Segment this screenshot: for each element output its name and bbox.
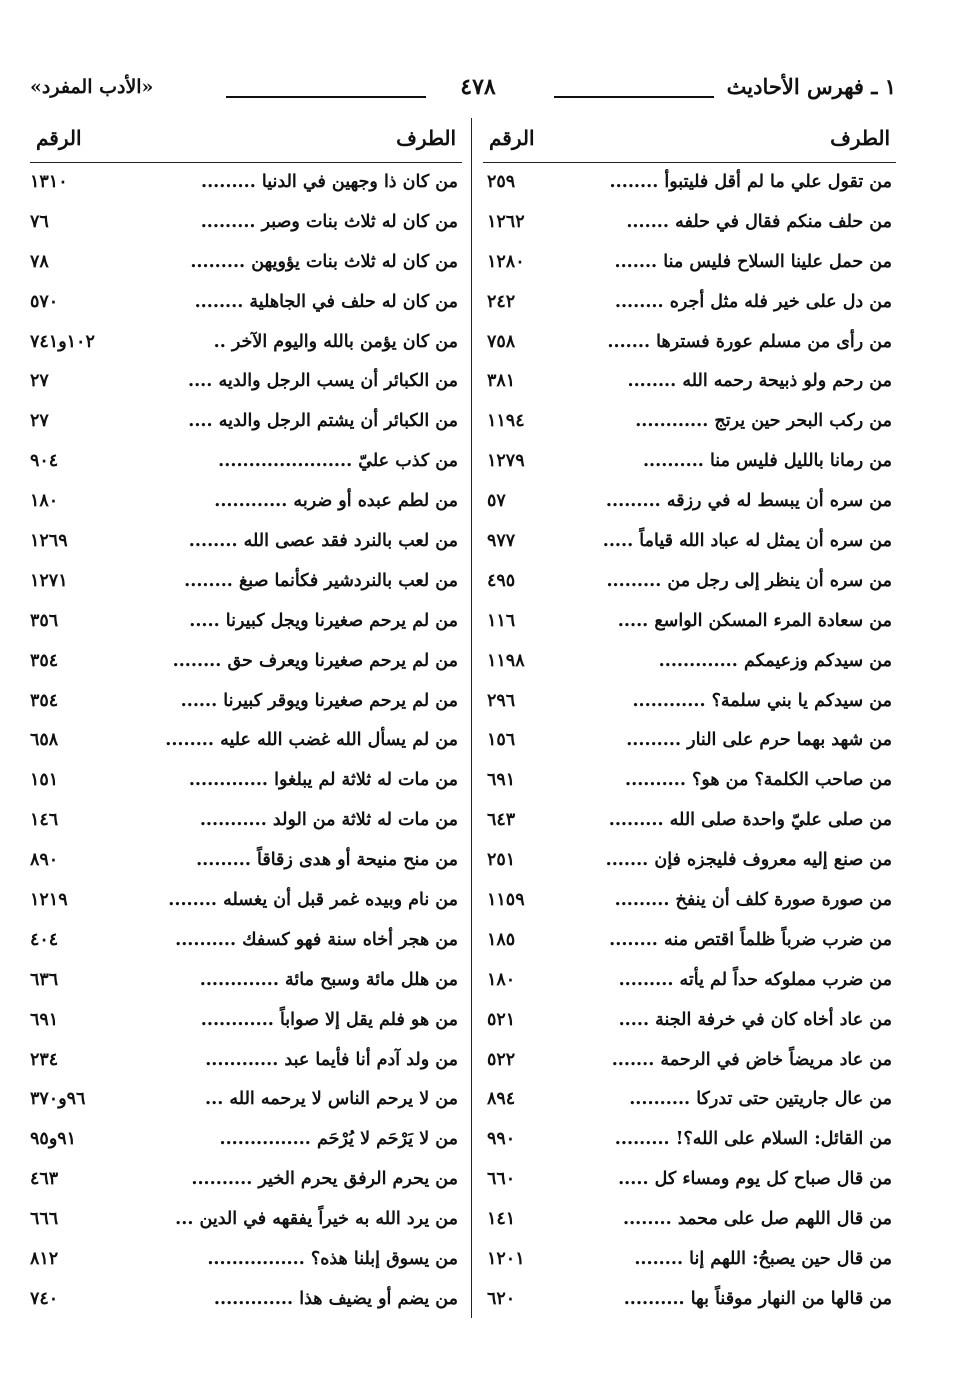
entry-term: من هجر أخاه سنة فهو كسفك .......... [175,929,458,950]
entry-term: من لعب بالنرد فقد عصى الله ........ [188,531,458,552]
index-entry [30,643,462,683]
entry-term: من صورة صورة كلف أن ينفخ ......... [614,890,892,911]
entry-term: من عاد مريضاً خاض في الرحمة ....... [611,1049,892,1070]
column-header-rule [483,162,896,163]
book-title: «الأدب المفرد» [30,76,154,98]
page-header [30,74,896,110]
index-entry [483,762,896,802]
index-entry [30,1241,462,1281]
entry-number: ١١٥٩ [487,890,525,911]
index-rows [30,164,462,1321]
index-entry [30,842,462,882]
entry-number: ٦٦٦ [30,1209,59,1230]
index-entry [483,1201,896,1241]
index-entry [30,603,462,643]
entry-number: ٤٩٥ [487,570,516,591]
index-entry [30,802,462,842]
entry-term: من حلف منكم فقال في حلفه ....... [626,211,892,232]
index-entry [483,324,896,364]
entry-term: من حمل علينا السلاح فليس منا ....... [614,251,892,272]
index-entry [30,722,462,762]
index-entry [483,204,896,244]
index-entry [30,204,462,244]
index-entry [483,722,896,762]
entry-number: ١٤١ [487,1209,516,1230]
entry-number: ١١٦ [487,610,516,631]
entry-number: ١٨٠ [30,491,59,512]
index-entry [483,1002,896,1042]
entry-term: من لم يرحم صغيرنا ويعرف حق ........ [172,650,458,671]
entry-term: من القائل: السلام على الله؟! ......... [614,1129,892,1150]
entry-term: من سره أن ينظر إلى رجل من ......... [606,570,892,591]
index-entry [30,1081,462,1121]
index-entry [30,563,462,603]
entry-number: ٢٥٩ [487,172,516,192]
entry-term: من يحرم الرفق يحرم الخير .......... [191,1169,458,1190]
entry-number: ٢٧ [30,371,49,392]
entry-term: من الكبائر أن يسب الرجل والديه .... [187,371,458,392]
entry-term: من ركب البحر حين يرتج ............ [635,411,892,432]
index-entry [30,1002,462,1042]
index-entry [30,1161,462,1201]
entry-number: ٥٧ [487,491,506,512]
entry-term: من هلل مائة وسبح مائة ............. [199,969,458,990]
entry-term: من سعادة المرء المسكن الواسع ..... [617,610,892,631]
entry-number: ١٢٧١ [30,570,68,591]
index-entry [30,1201,462,1241]
entry-number: ٧٤٠ [30,1288,59,1309]
entry-term: من تقول علي ما لم أقل فليتبوأ ........ [609,172,892,192]
entry-number: ٣٥٦ [30,610,59,631]
entry-term: من قال صباح كل يوم ومساء كل ..... [618,1169,892,1190]
entry-term: من صاحب الكلمة؟ من هو؟ .......... [625,770,892,791]
entry-term: من قال حين يصبحُ: اللهم إنا ........ [634,1249,892,1270]
index-entry [483,164,896,204]
entry-term: من كان يؤمن بالله واليوم الآخر .. [213,331,458,352]
header-rule-right [554,96,714,98]
entry-term: من مات له ثلاثة لم يبلغوا ............. [188,770,458,791]
index-entry [483,443,896,483]
entry-number: ٣٨١ [487,371,516,392]
entry-term: من لم يرحم صغيرنا ويوقر كبيرنا ...... [180,690,458,711]
entry-term: من ولد آدم أنا فأيما عبد ............ [205,1049,458,1070]
entry-term: من كان له ثلاث بنات وصبر ......... [200,211,458,232]
index-rows [483,164,896,1321]
index-entry [30,363,462,403]
entry-term: من لا يَرْحَم لا يُرْحَم ............... [219,1129,458,1150]
index-entry [483,1161,896,1201]
index-entry [30,882,462,922]
column-header [30,112,462,164]
entry-term: من قالها من النهار موقناً بها .......... [623,1288,892,1309]
index-entry [483,363,896,403]
entry-term: من ضرب مملوكه حداً لم يأته ......... [618,969,892,990]
section-title: ١ ـ فهرس الأحاديث [726,74,896,99]
entry-number: ٦٩١ [30,1009,59,1030]
entry-number: ٨٩٠ [30,850,59,871]
index-entry [483,683,896,723]
index-entry [483,882,896,922]
entry-number: ١٠٢و٧٤١ [30,331,95,352]
entry-number: ١٢٦٩ [30,531,68,552]
entry-term: من منح منيحة أو هدى زقاقاً ......... [196,850,458,871]
column-header-term: الطرف [830,126,890,150]
entry-number: ٩١و٩٥ [30,1129,77,1150]
index-entry [483,523,896,563]
entry-number: ١٥٦ [487,730,516,751]
entry-number: ٢٥١ [487,850,516,871]
index-column-left [30,112,462,1321]
entry-term: من رأى من مسلم عورة فسترها ....... [607,331,892,352]
index-entry [30,962,462,1002]
entry-number: ٧٨ [30,251,49,272]
entry-term: من رحم ولو ذبيحة رحمه الله ........ [627,371,892,392]
index-entry [30,1281,462,1321]
entry-term: من لم يرحم صغيرنا ويجل كبيرنا ..... [189,610,458,631]
entry-term: من شهد بهما حرم على النار ......... [626,730,892,751]
entry-number: ٦٦٠ [487,1169,516,1190]
entry-term: من لطم عبده أو ضربه ............ [214,491,458,512]
index-entry [483,1081,896,1121]
entry-number: ٤٠٤ [30,929,59,950]
entry-term: من كان له ثلاث بنات يؤويهن ......... [190,251,458,272]
entry-number: ٨٩٤ [487,1089,516,1110]
entry-number: ٥٢١ [487,1009,516,1030]
index-entry [483,1121,896,1161]
entry-term: من سره أن يبسط له في رزقه ......... [605,491,892,512]
index-entry [30,443,462,483]
entry-number: ١٥١ [30,770,59,791]
index-entry [30,922,462,962]
entry-term: من يرد الله به خيراً يفقهه في الدين ... [175,1209,458,1230]
entry-term: من نام وبيده غمر قبل أن يغسله ........ [168,890,458,911]
entry-number: ١٢٨٠ [487,251,525,272]
index-entry [30,284,462,324]
entry-number: ١٢٦٢ [487,211,525,232]
entry-term: من سيدكم وزعيمكم ............. [658,650,892,671]
index-entry [483,922,896,962]
index-entry [483,1241,896,1281]
index-entry [30,483,462,523]
entry-term: من يسوق إبلنا هذه؟ ................ [207,1249,458,1270]
index-entry [30,324,462,364]
index-entry [30,164,462,204]
column-divider [471,118,472,1318]
entry-number: ٦٩١ [487,770,516,791]
entry-term: من الكبائر أن يشتم الرجل والديه .... [188,411,458,432]
index-entry [30,762,462,802]
index-entry [30,244,462,284]
entry-term: من كان ذا وجهين في الدنيا ......... [200,172,458,192]
column-header-rule [30,162,462,163]
index-entry [483,284,896,324]
entry-number: ٥٧٠ [30,291,59,312]
entry-term: من كذب عليّ ...................... [218,451,458,472]
index-entry [483,483,896,523]
entry-number: ٧٥٨ [487,331,516,352]
column-header-term: الطرف [396,126,456,150]
entry-term: من عال جاريتين حتى تدركا .......... [629,1089,892,1110]
entry-number: ٢٤٢ [487,291,516,312]
entry-number: ٩٦و٣٧٠ [30,1089,86,1110]
index-entry [30,1042,462,1082]
column-header-number: الرقم [36,126,82,150]
entry-number: ١٢٧٩ [487,451,525,472]
entry-term: من لعب بالنردشير فكأنما صبغ ........ [184,570,458,591]
entry-term: من صلى عليّ واحدة صلى الله ......... [608,810,892,831]
index-entry [483,1042,896,1082]
entry-number: ١٤٦ [30,810,59,831]
entry-number: ٥٢٢ [487,1049,516,1070]
index-entry [30,523,462,563]
column-header [483,112,896,164]
entry-term: من هو فلم يقل إلا صواباً ............ [200,1009,458,1030]
entry-number: ٩٩٠ [487,1129,516,1150]
entry-number: ٨١٢ [30,1249,59,1270]
entry-number: ٣٥٤ [30,650,59,671]
index-entry [483,603,896,643]
entry-term: من صنع إليه معروف فليجزه فإن ....... [605,850,892,871]
index-entry [483,802,896,842]
index-entry [483,1281,896,1321]
entry-number: ٢٣٤ [30,1049,59,1070]
index-entry [30,403,462,443]
entry-term: من رمانا بالليل فليس منا .......... [642,451,892,472]
page-number: ٤٧٨ [460,74,496,100]
entry-term: من مات له ثلاثة من الولد ........... [199,810,458,831]
entry-number: ٦٣٦ [30,969,59,990]
index-entry [483,842,896,882]
entry-number: ١٢٠١ [487,1249,525,1270]
entry-number: ٦٥٨ [30,730,59,751]
entry-number: ٢٩٦ [487,690,516,711]
index-entry [483,643,896,683]
index-column-right [483,112,896,1321]
entry-number: ١٣١٠ [30,172,68,192]
entry-number: ٩٠٤ [30,451,59,472]
entry-number: ٧٦ [30,211,49,232]
entry-number: ١٨٥ [487,929,516,950]
index-entry [30,683,462,723]
entry-term: من سيدكم يا بني سلمة؟ ............ [632,690,892,711]
entry-number: ٦٢٠ [487,1288,516,1309]
entry-term: من لا يرحم الناس لا يرحمه الله ... [205,1089,458,1110]
entry-number: ٩٧٧ [487,531,516,552]
entry-term: من سره أن يمثل له عباد الله قياماً ..... [602,531,892,552]
entry-number: ٣٥٤ [30,690,59,711]
entry-number: ٤٦٣ [30,1169,59,1190]
entry-term: من يضم أو يضيف هذا ............. [213,1288,458,1309]
index-entry [30,1121,462,1161]
entry-term: من عاد أخاه كان في خرفة الجنة ..... [618,1009,892,1030]
entry-term: من دل على خير فله مثل أجره ........ [614,291,892,312]
entry-number: ٦٤٣ [487,810,516,831]
entry-term: من قال اللهم صل على محمد ........ [622,1209,892,1230]
entry-number: ١١٩٤ [487,411,525,432]
index-entry [483,403,896,443]
column-header-number: الرقم [489,126,535,150]
index-entry [483,244,896,284]
entry-number: ١١٩٨ [487,650,525,671]
entry-number: ٢٧ [30,411,49,432]
header-rule-left [226,96,426,98]
entry-term: من كان له حلف في الجاهلية ........ [194,291,458,312]
entry-number: ١٨٠ [487,969,516,990]
entry-term: من ضرب ضرباً ظلماً اقتص منه ........ [609,929,892,950]
entry-term: من لم يسأل الله غضب الله عليه ........ [165,730,458,751]
index-entry [483,563,896,603]
index-entry [483,962,896,1002]
entry-number: ١٢١٩ [30,890,68,911]
